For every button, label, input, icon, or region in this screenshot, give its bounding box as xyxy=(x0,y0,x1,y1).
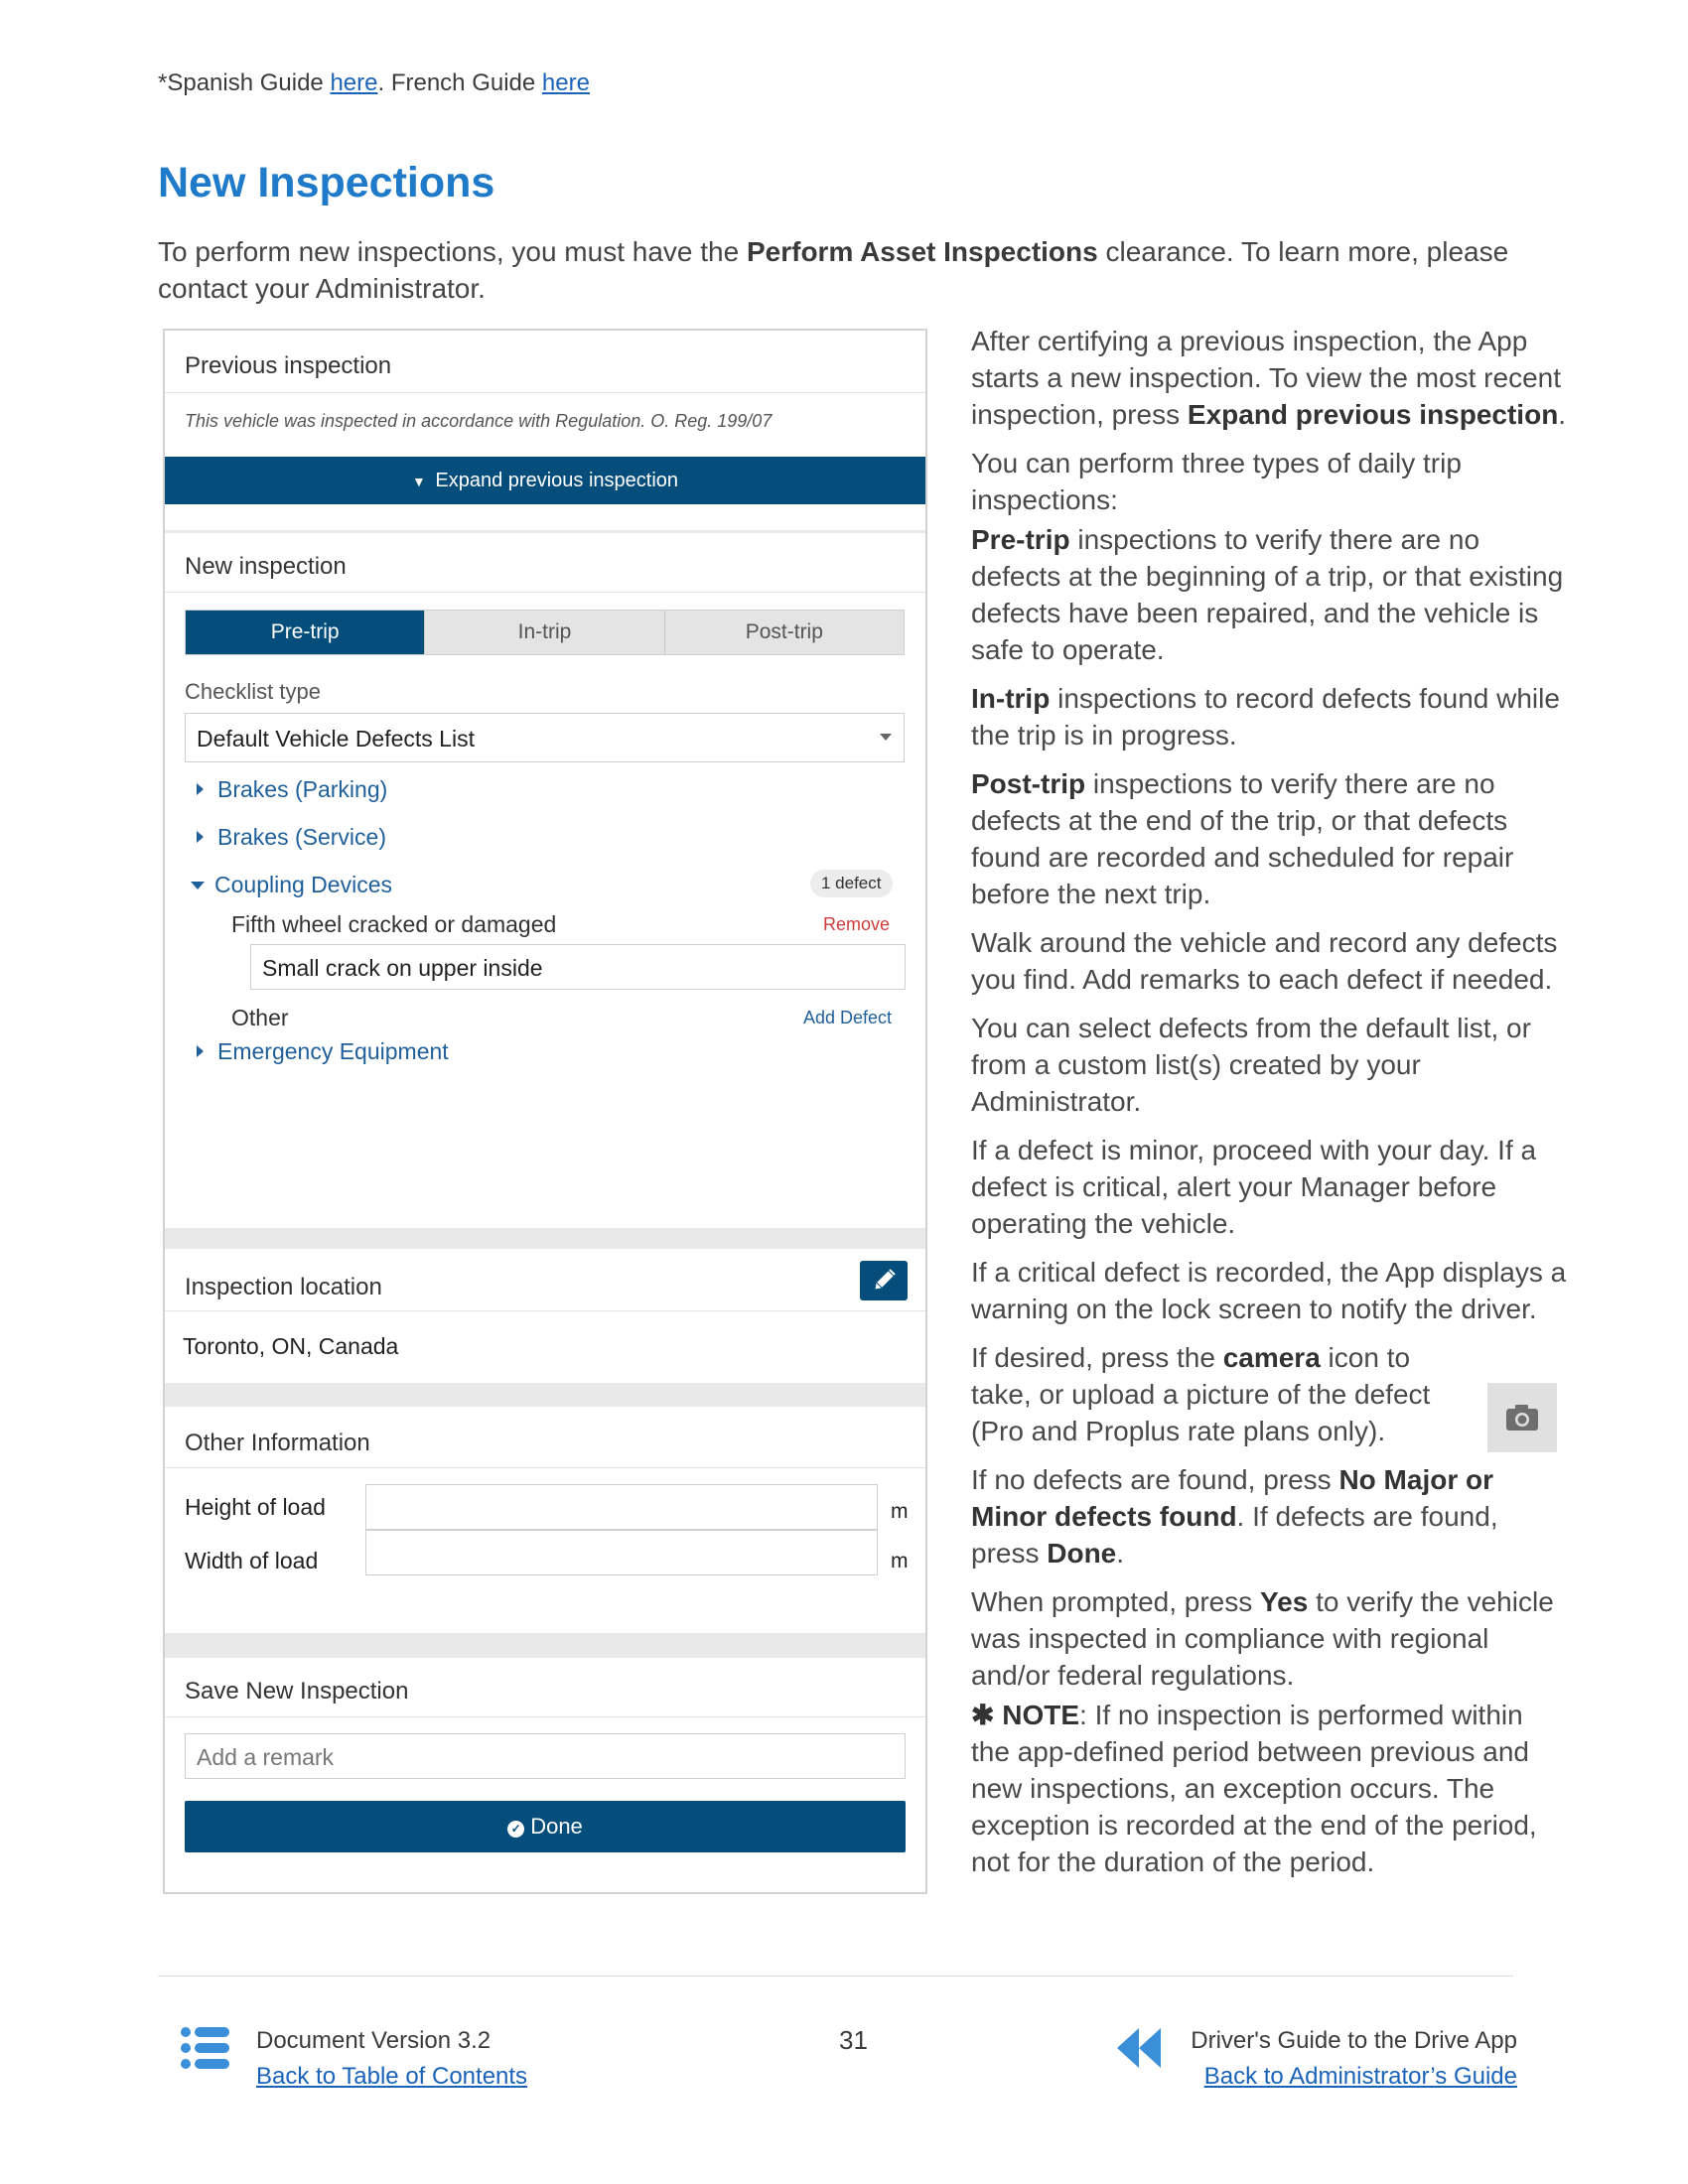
done-button[interactable] xyxy=(185,1801,906,1852)
new-inspection-title: New inspection xyxy=(165,533,925,593)
checklist-type-value: Default Vehicle Defects List xyxy=(197,726,475,751)
text: icon to take, or upload a picture of the defect (Pro and Proplus rate plans only). xyxy=(971,1342,1431,1446)
width-of-load-label: Width of load xyxy=(185,1548,319,1573)
group-label: Emergency Equipment xyxy=(217,1038,449,1064)
inspection-location-title: Inspection location xyxy=(165,1249,925,1311)
check-circle-icon: ✓ xyxy=(507,1821,524,1838)
list-icon[interactable] xyxy=(180,2025,231,2076)
guide-title: Driver's Guide to the Drive App xyxy=(1191,2027,1517,2054)
group-emergency-equipment[interactable] xyxy=(197,1038,449,1065)
note-paragraph xyxy=(971,1697,1567,1880)
pencil-icon xyxy=(860,1261,908,1300)
width-unit: m xyxy=(891,1550,909,1572)
group-label: Brakes (Parking) xyxy=(217,776,388,802)
bold-term: camera xyxy=(1222,1342,1321,1373)
bold-term: NOTE xyxy=(1002,1700,1080,1730)
page-number: 31 xyxy=(839,2025,868,2055)
footer-right xyxy=(1191,2023,1517,2095)
other-defect-label: Other xyxy=(231,1005,289,1030)
width-of-load-input[interactable] xyxy=(365,1530,878,1575)
instructions-column xyxy=(971,323,1567,1892)
done-button-label: Done xyxy=(530,1814,583,1839)
tab-in-trip[interactable]: In-trip xyxy=(425,611,664,654)
french-guide-link[interactable]: here xyxy=(541,69,590,96)
chevron-right-icon xyxy=(197,831,204,843)
save-new-inspection-card xyxy=(165,1658,925,1892)
text: to verify the vehicle was inspected in compliance with regional and/or federal regulations. xyxy=(971,1586,1554,1691)
footer-divider xyxy=(158,1976,1513,1977)
group-brakes-parking[interactable] xyxy=(197,776,387,803)
triangle-down-icon: ▼ xyxy=(411,474,426,489)
height-of-load-label: Height of load xyxy=(185,1494,326,1520)
spanish-guide-link[interactable]: here xyxy=(330,69,378,96)
regulation-note: This vehicle was inspected in accordance with Regulation. O. Reg. 199/07 xyxy=(185,411,773,431)
text: When prompted, press xyxy=(971,1586,1261,1617)
post-trip-paragraph xyxy=(971,765,1567,912)
defect-count-badge: 1 defect xyxy=(810,870,893,897)
instruction-paragraph: If a defect is minor, proceed with your day. If a defect is critical, alert your Manager before operating the vehicle. xyxy=(971,1135,1537,1239)
new-inspection-card xyxy=(165,533,925,1228)
expand-previous-inspection-button[interactable] xyxy=(165,457,925,504)
tab-pre-trip[interactable]: Pre-trip xyxy=(186,611,425,654)
trip-type-segmented-control xyxy=(185,610,905,655)
instruction-paragraph: You can perform three types of daily trip inspections: xyxy=(971,448,1462,515)
in-trip-paragraph xyxy=(971,680,1567,753)
bold-term: No Major or Minor defects found xyxy=(971,1464,1494,1532)
save-new-inspection-title: Save New Inspection xyxy=(165,1658,925,1717)
bold-term: Post-trip xyxy=(971,768,1086,799)
document-version: Document Version 3.2 xyxy=(256,2027,492,2054)
page-title: New Inspections xyxy=(158,159,495,206)
bold-term: Yes xyxy=(1260,1586,1309,1617)
instruction-paragraph: You can select defects from the default list, or from a custom list(s) created by your Administrator. xyxy=(971,1013,1531,1117)
rewind-icon[interactable] xyxy=(1115,2025,1165,2076)
camera-paragraph xyxy=(971,1339,1477,1449)
text: After certifying a previous inspection, the App starts a new inspection. To view the most recent inspection, press xyxy=(971,326,1561,430)
back-to-admin-guide-link[interactable]: Back to Administrator’s Guide xyxy=(1203,2063,1517,2090)
height-of-load-input[interactable] xyxy=(365,1484,878,1530)
inspection-location-card xyxy=(165,1249,925,1383)
intro-clearance-name: Perform Asset Inspections xyxy=(746,236,1098,267)
french-guide-label: . French Guide xyxy=(377,69,542,96)
text: inspections to verify there are no defects at the beginning of a trip, or that existing defects have been repaired, and the vehicle is safe to operate. xyxy=(971,524,1564,665)
tab-post-trip[interactable]: Post-trip xyxy=(665,611,904,654)
checklist-type-label: Checklist type xyxy=(185,679,321,704)
rewind-glyph xyxy=(1115,2025,1165,2071)
remove-defect-link[interactable]: Remove xyxy=(823,914,891,934)
text: If desired, press the xyxy=(971,1342,1223,1373)
intro-text-before: To perform new inspections, you must have the xyxy=(158,236,747,267)
dropdown-caret-icon xyxy=(880,734,892,741)
bold-term: Pre-trip xyxy=(971,524,1070,555)
text: If no defects are found, press xyxy=(971,1464,1339,1495)
intro-text-after: clearance. To learn more, please contact your Administrator. xyxy=(158,236,1509,304)
other-information-title: Other Information xyxy=(165,1407,925,1468)
chevron-right-icon xyxy=(197,783,204,795)
previous-inspection-card xyxy=(165,331,925,530)
text: . xyxy=(1558,399,1567,430)
instruction-paragraph xyxy=(971,323,1567,433)
instruction-paragraph: If a critical defect is recorded, the App displays a warning on the lock screen to notify the driver. xyxy=(971,1257,1567,1324)
group-label: Coupling Devices xyxy=(214,872,392,897)
asterisk-icon: ✱ xyxy=(971,1700,995,1730)
pre-trip-paragraph xyxy=(971,521,1567,668)
bold-term: In-trip xyxy=(971,683,1051,714)
add-defect-link[interactable]: Add Defect xyxy=(803,1008,893,1027)
text: . If defects are found, press xyxy=(971,1501,1498,1569)
defect-remark-input[interactable]: Small crack on upper inside xyxy=(250,944,906,990)
previous-inspection-title: Previous inspection xyxy=(165,331,925,393)
group-coupling-devices[interactable] xyxy=(191,872,392,898)
language-links xyxy=(158,69,590,97)
height-unit: m xyxy=(891,1500,909,1523)
expand-button-label: Expand previous inspection xyxy=(435,470,679,491)
instruction-paragraph: Walk around the vehicle and record any defects you find. Add remarks to each defect if needed. xyxy=(971,927,1558,995)
checklist-type-select[interactable] xyxy=(185,713,905,762)
text: . xyxy=(1116,1538,1125,1569)
footer-left xyxy=(256,2023,527,2095)
group-label: Brakes (Service) xyxy=(217,824,386,850)
spanish-guide-label: *Spanish Guide xyxy=(158,69,331,96)
other-information-card xyxy=(165,1407,925,1633)
edit-location-button[interactable] xyxy=(860,1261,908,1300)
inspection-location-value: Toronto, ON, Canada xyxy=(183,1333,399,1359)
instruction-paragraph xyxy=(971,1583,1567,1694)
app-screenshot xyxy=(163,329,927,1894)
bold-term: Done xyxy=(1047,1538,1117,1569)
defect-item-name: Fifth wheel cracked or damaged xyxy=(231,911,557,937)
back-to-toc-link[interactable]: Back to Table of Contents xyxy=(256,2063,528,2090)
bold-term: Expand previous inspection xyxy=(1187,399,1559,430)
add-remark-input[interactable]: Add a remark xyxy=(185,1733,906,1779)
chevron-down-icon xyxy=(191,882,205,889)
intro-paragraph xyxy=(158,233,1548,307)
instruction-paragraph xyxy=(971,1461,1567,1571)
camera-icon xyxy=(1487,1383,1557,1452)
toc-list-glyph xyxy=(180,2025,231,2071)
chevron-right-icon xyxy=(197,1045,204,1057)
text: : If no inspection is performed within the app-defined period between previous and new inspections, an exception occurs. The exception is recorded at the end of the period, not for the duration of the period. xyxy=(971,1700,1537,1877)
group-brakes-service[interactable] xyxy=(197,824,386,851)
camera-glyph xyxy=(1487,1383,1557,1452)
text: inspections to verify there are no defects at the end of the trip, or that defects found are recorded and scheduled for repair before the next trip. xyxy=(971,768,1514,909)
text: inspections to record defects found while the trip is in progress. xyxy=(971,683,1560,751)
